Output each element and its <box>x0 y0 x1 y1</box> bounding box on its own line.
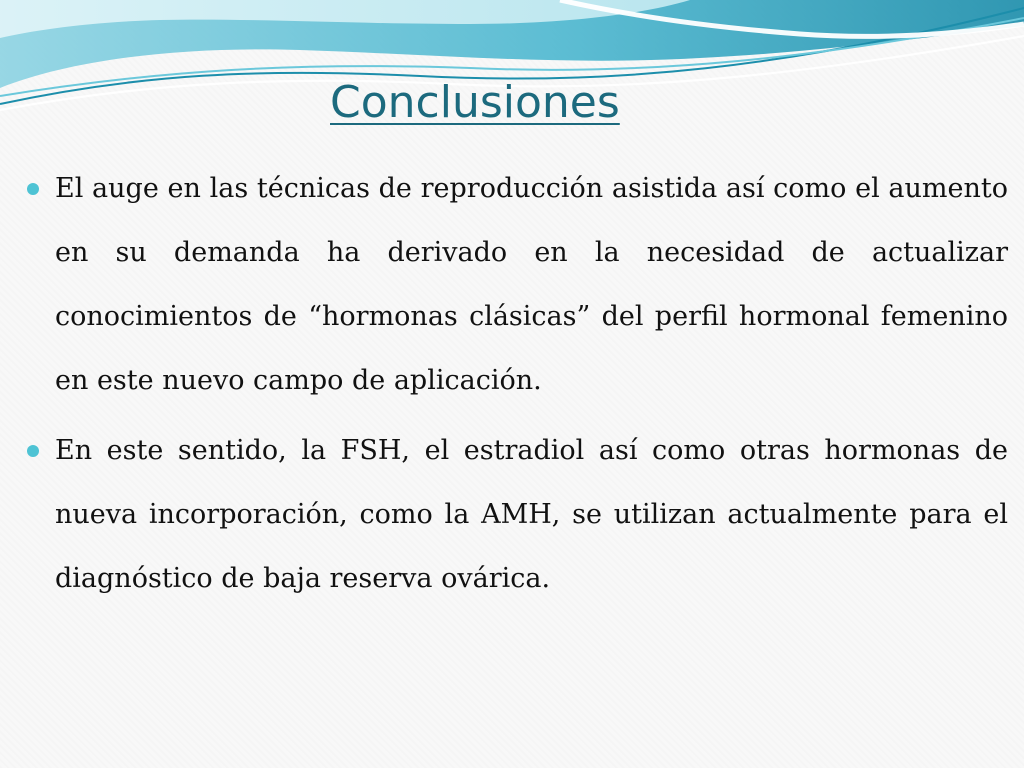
slide-title: Conclusiones <box>330 77 620 128</box>
bullet-list <box>26 157 1008 617</box>
bullet-item <box>26 157 1008 413</box>
bullet-point-icon <box>27 445 39 457</box>
bullet-text: El auge en las técnicas de reproducción asistida así como el aumento en su demanda ha derivado en la necesidad de actualizar conocimientos de “hormonas clásicas” del perfil hormonal femenino en este nuevo campo de aplicación. <box>55 173 1008 396</box>
bullet-item <box>26 419 1008 611</box>
bullet-point-icon <box>27 183 39 195</box>
bullet-text: En este sentido, la FSH, el estradiol así como otras hormonas de nueva incorporación, como la AMH, se utilizan actualmente para el diagnóstico de baja reserva ovárica. <box>55 435 1008 594</box>
